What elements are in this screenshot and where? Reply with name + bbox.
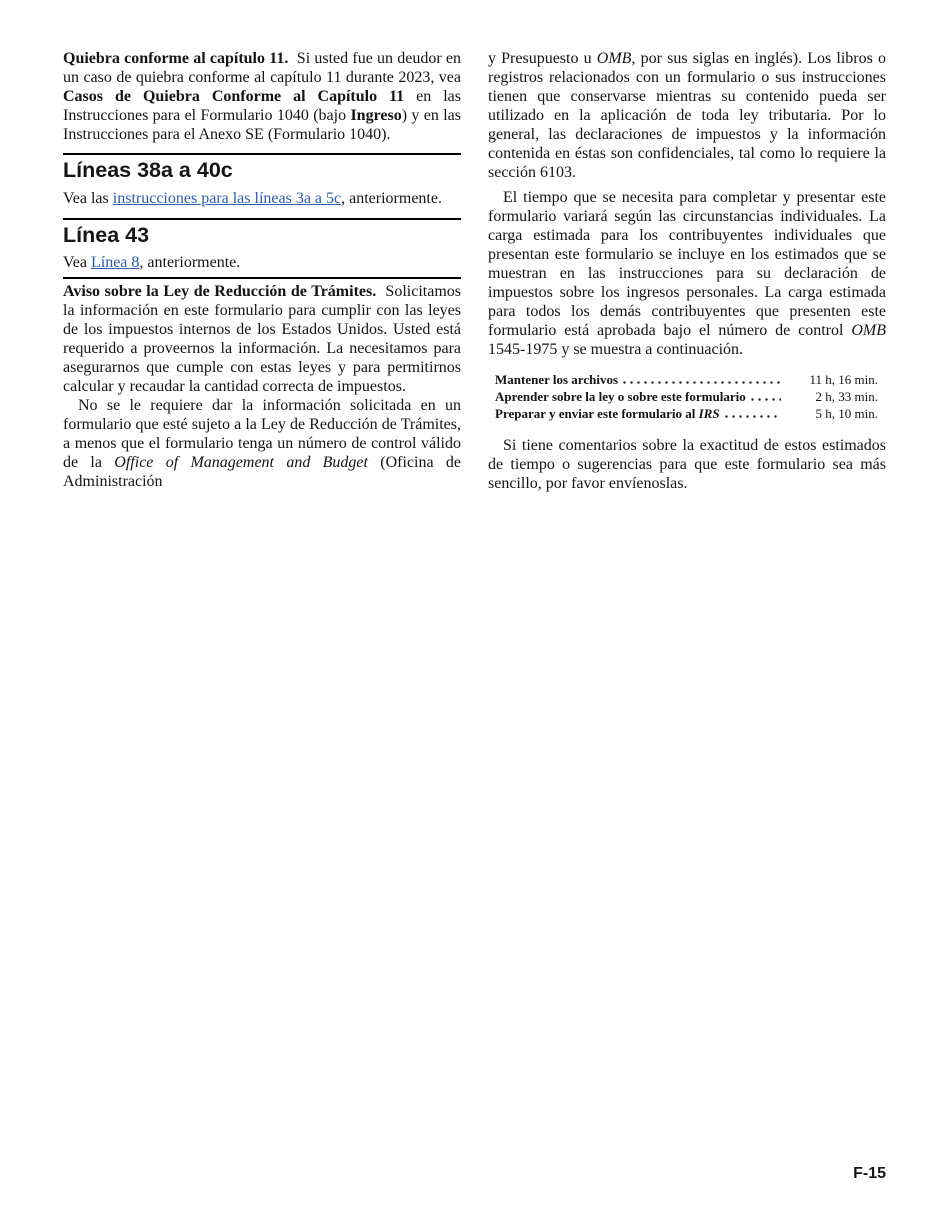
- text-run: No se le requiere dar la información solicitada en un formulario que esté sujeto a la Ley de Reducción de Trámites, a menos que el formulario tenga un número de control válido de la: [63, 397, 461, 471]
- table-row-value: 2 h, 33 min.: [815, 389, 878, 404]
- dot-leader: [623, 381, 781, 384]
- text-run: ) y en las Instrucciones para el Anexo SE (Formulario 1040).: [63, 107, 462, 143]
- table-row-label: [495, 405, 720, 422]
- table-row: [495, 405, 878, 422]
- text-run: y Presupuesto u: [488, 50, 597, 67]
- paragraph-no-se-requiere: [63, 396, 461, 491]
- text-run: Mantener los archivos: [495, 372, 619, 387]
- link-instrucciones-lineas-3a-a-5c[interactable]: instrucciones para las líneas 3a a 5c: [112, 190, 342, 207]
- text-run: , por sus siglas en inglés). Los libros o registros relacionados con un formulario o sus instrucciones tienen que conservarse mientras su contenido pueda ser utilizado en la aplicación de toda ley tributaria. Por lo general, las declaraciones de impuestos y la información contenida en éstas son confidenciales, tal como lo requiere la sección 6103.: [488, 50, 887, 181]
- left-column: [63, 49, 461, 491]
- section-divider: [63, 153, 461, 155]
- text-run: OMB: [596, 50, 632, 67]
- text-run: Aprender sobre la ley o sobre este formulario: [495, 389, 746, 404]
- text-run: Office of Management and Budget: [114, 454, 368, 471]
- paragraph-lineas-38a-a-40c: [63, 189, 461, 208]
- burden-estimate-table: [488, 371, 886, 422]
- text-run: Si tiene comentarios sobre la exactitud de estos estimados de tiempo o sugerencias para que este formulario sea más sencillo, por favor envíenoslas.: [488, 437, 886, 492]
- paragraph-comentarios: [488, 436, 886, 493]
- section-divider: [63, 277, 461, 279]
- paragraph-aviso-reduccion-tramites: [63, 282, 461, 396]
- text-run: Si usted fue un deudor en un caso de quiebra conforme al capítulo 11 durante 2023, vea: [63, 50, 462, 86]
- text-run: Aviso sobre la Ley de Reducción de Trámites.: [63, 283, 377, 300]
- text-run: en las Instrucciones para el Formulario 1040 (bajo: [63, 88, 462, 124]
- table-row-value: 5 h, 10 min.: [815, 406, 878, 421]
- page-number: F-15: [853, 1165, 886, 1182]
- section-divider: [63, 218, 461, 220]
- text-run: (Oficina de Administración: [63, 454, 462, 490]
- text-run: Quiebra conforme al capítulo 11.: [63, 50, 289, 67]
- paragraph-quiebra-capitulo-11: [63, 49, 461, 144]
- table-row: [495, 388, 878, 405]
- heading-linea-43: Línea 43: [63, 223, 150, 247]
- paragraph-presupuesto-omb: [488, 49, 886, 182]
- text-run: Ingreso: [350, 107, 402, 124]
- text-run: OMB: [851, 322, 886, 339]
- text-run: , anteriormente.: [139, 254, 241, 271]
- table-row-value: 11 h, 16 min.: [809, 372, 878, 387]
- text-run: Solicitamos la información en este formulario para cumplir con las leyes de los impuestos internos de los Estados Unidos. Usted está requerido a proveernos la información. La necesitamos para asegurarnos que cumple con estas leyes y para permitirnos calcular y recaudar la cantidad correcta de impuestos.: [63, 283, 461, 395]
- text-run: Casos de Quiebra Conforme al Capítulo 11: [63, 88, 405, 105]
- heading-lineas-38a-a-40c: Líneas 38a a 40c: [63, 158, 233, 182]
- table-row-label: [495, 388, 746, 405]
- text-run: , anteriormente.: [341, 190, 442, 207]
- paragraph-linea-43: [63, 253, 461, 272]
- text-run: Vea las: [63, 190, 113, 207]
- link-linea-8[interactable]: Línea 8: [90, 254, 140, 271]
- text-run: El tiempo que se necesita para completar y presentar este formulario variará según las circunstancias individuales. La carga estimada para los contribuyentes individuales que presentan este formulario se incluye en los estimados que se muestran en las instrucciones para su declaración de impuestos sobre los ingresos personales. La carga estimada para todos los demás contribuyentes que presenten este formulario está aprobada bajo el número de control: [488, 189, 886, 339]
- right-column: [488, 49, 886, 493]
- dot-leader: [751, 398, 781, 401]
- dot-leader: [725, 415, 781, 418]
- text-run: Preparar y enviar este formulario al: [495, 406, 699, 421]
- text-run: IRS: [698, 406, 720, 421]
- paragraph-tiempo-carga: [488, 188, 886, 359]
- text-run: 1545-1975 y se muestra a continuación.: [488, 341, 744, 358]
- text-run: Vea: [63, 254, 91, 271]
- table-row: [495, 371, 878, 388]
- table-row-label: [495, 371, 618, 388]
